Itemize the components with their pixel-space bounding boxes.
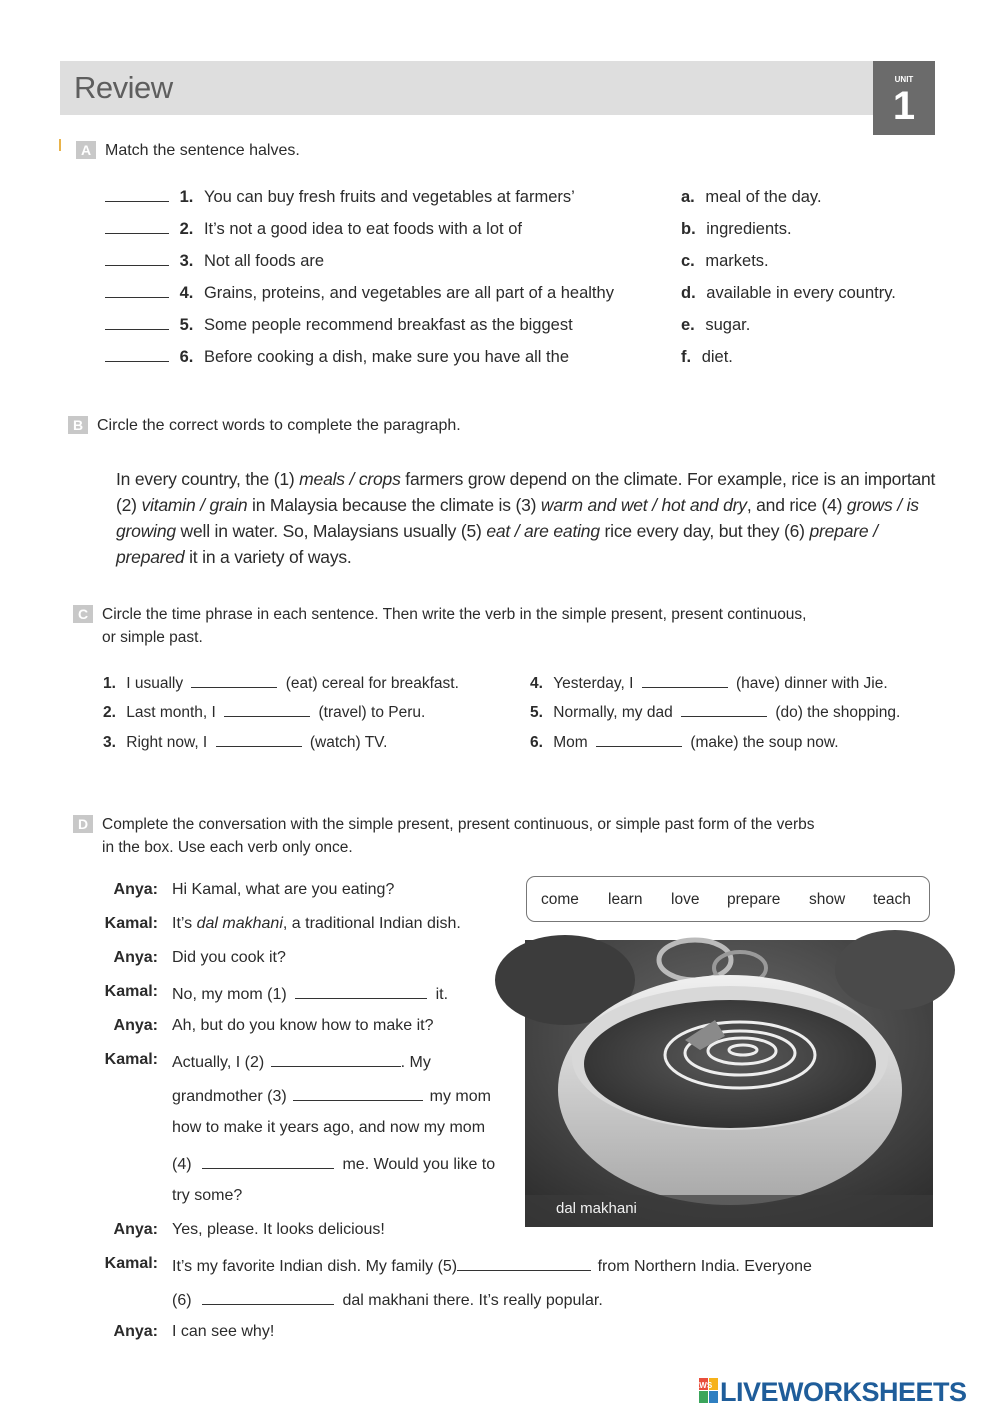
answer-blank[interactable]	[216, 731, 302, 747]
answer-blank[interactable]	[105, 314, 169, 330]
option-item: c. markets.	[681, 252, 769, 270]
answer-blank[interactable]	[596, 731, 682, 747]
dialogue-line: No, my mom (1) it.	[172, 983, 448, 1004]
margin-mark	[59, 139, 61, 151]
answer-blank[interactable]	[295, 983, 427, 999]
choice-1[interactable]: meals / crops	[299, 469, 401, 489]
option-item: f. diet.	[681, 348, 733, 366]
list-item: 3. Not all foods are	[105, 250, 324, 272]
speaker-anya: Anya:	[113, 1017, 158, 1034]
speaker-kamal: Kamal:	[104, 983, 158, 1000]
word-love[interactable]: love	[671, 891, 700, 908]
option-item: a. meal of the day.	[681, 188, 822, 206]
option-item: d. available in every country.	[681, 284, 896, 302]
list-item: 6. Before cooking a dish, make sure you have all the	[105, 346, 569, 368]
word-learn[interactable]: learn	[608, 891, 643, 908]
answer-blank[interactable]	[105, 250, 169, 266]
answer-blank[interactable]	[457, 1255, 591, 1271]
list-item: 1. You can buy fresh fruits and vegetables at farmers’	[105, 186, 575, 208]
section-b-paragraph: In every country, the (1) meals / crops farmers grow depend on the climate. For example, rice is an important (2) vitamin / grain in Malaysia because the climate is (3) warm and wet / hot and dry, and rice (4) grows / is growing well in water. So, Malaysians usually (5) eat / are eating rice every day, but they (6) prepare / prepared it in a variety of ways.	[116, 469, 936, 567]
header-bar	[60, 61, 873, 115]
list-item: 1. I usually (eat) cereal for breakfast.	[103, 672, 459, 694]
answer-blank[interactable]	[202, 1289, 334, 1305]
answer-blank[interactable]	[191, 672, 277, 688]
photo-caption: dal makhani	[556, 1200, 637, 1217]
answer-blank[interactable]	[681, 701, 767, 717]
speaker-kamal: Kamal:	[104, 1051, 158, 1068]
answer-blank[interactable]	[105, 186, 169, 202]
dialogue-line: try some?	[172, 1187, 243, 1204]
svg-text:LWS: LWS	[694, 1381, 713, 1390]
section-b-letter: B	[68, 416, 88, 434]
section-a-letter: A	[76, 141, 96, 159]
list-item: 5. Normally, my dad (do) the shopping.	[530, 701, 900, 723]
list-item: 6. Mom (make) the soup now.	[530, 731, 839, 753]
dialogue-line: Actually, I (2) . My	[172, 1051, 431, 1072]
choice-6[interactable]: prepare / prepared	[116, 521, 878, 567]
page-title: Review	[74, 70, 173, 105]
list-item: 3. Right now, I (watch) TV.	[103, 731, 387, 753]
word-prepare[interactable]: prepare	[727, 891, 781, 908]
unit-badge	[873, 61, 935, 135]
section-d-instruction-line1: Complete the conversation with the simple present, present continuous, or simple past form of the verbs	[102, 816, 815, 833]
unit-number: 1	[892, 84, 916, 128]
dialogue-line: (4) me. Would you like to	[172, 1153, 495, 1174]
word-teach[interactable]: teach	[873, 891, 911, 908]
dialogue-line: Did you cook it?	[172, 949, 286, 966]
choice-5[interactable]: eat / are eating	[486, 521, 600, 541]
option-item: b. ingredients.	[681, 220, 792, 238]
speaker-kamal: Kamal:	[104, 1255, 158, 1272]
dialogue-line: (6) dal makhani there. It’s really popular.	[172, 1289, 603, 1310]
list-item: 5. Some people recommend breakfast as the biggest	[105, 314, 573, 336]
option-item: e. sugar.	[681, 316, 751, 334]
section-b-instruction: Circle the correct words to complete the paragraph.	[97, 417, 461, 434]
answer-blank[interactable]	[293, 1085, 423, 1101]
speaker-anya: Anya:	[113, 949, 158, 966]
section-d-instruction-line2: in the box. Use each verb only once.	[102, 839, 353, 856]
list-item: 4. Grains, proteins, and vegetables are all part of a healthy	[105, 282, 614, 304]
list-item: 2. It’s not a good idea to eat foods with a lot of	[105, 218, 522, 240]
speaker-anya: Anya:	[113, 1221, 158, 1238]
dialogue-line: Ah, but do you know how to make it?	[172, 1017, 434, 1034]
answer-blank[interactable]	[224, 701, 310, 717]
section-c-instruction-line2: or simple past.	[102, 629, 203, 646]
dialogue-line: It’s dal makhani, a traditional Indian dish.	[172, 915, 461, 932]
speaker-anya: Anya:	[113, 1323, 158, 1340]
section-c-instruction-line1: Circle the time phrase in each sentence. Then write the verb in the simple present, present continuous,	[102, 606, 807, 623]
answer-blank[interactable]	[271, 1051, 401, 1067]
dialogue-line: I can see why!	[172, 1323, 275, 1340]
list-item: 4. Yesterday, I (have) dinner with Jie.	[530, 672, 888, 694]
dialogue-line: Hi Kamal, what are you eating?	[172, 881, 395, 898]
dialogue-line: It’s my favorite Indian dish. My family (5) from Northern India. Everyone	[172, 1255, 812, 1276]
speaker-anya: Anya:	[113, 881, 158, 898]
list-item: 2. Last month, I (travel) to Peru.	[103, 701, 425, 723]
answer-blank[interactable]	[642, 672, 728, 688]
answer-blank[interactable]	[105, 346, 169, 362]
unit-label: UNIT	[894, 75, 914, 84]
word-come[interactable]: come	[541, 891, 579, 908]
word-show[interactable]: show	[809, 891, 846, 908]
logo-badge-icon	[694, 1378, 719, 1404]
answer-blank[interactable]	[105, 218, 169, 234]
speaker-kamal: Kamal:	[104, 915, 158, 932]
choice-4[interactable]: grows / is growing	[116, 495, 919, 541]
word-box	[526, 876, 930, 922]
section-a-instruction: Match the sentence halves.	[105, 142, 300, 159]
dal-makhani-image	[525, 940, 933, 1227]
dialogue-line: Yes, please. It looks delicious!	[172, 1221, 385, 1238]
dialogue-line: grandmother (3) my mom	[172, 1085, 491, 1106]
section-c-letter: C	[73, 605, 93, 623]
dialogue-line: how to make it years ago, and now my mom	[172, 1119, 486, 1136]
dal-makhani-photo	[525, 940, 933, 1227]
answer-blank[interactable]	[202, 1153, 334, 1169]
answer-blank[interactable]	[105, 282, 169, 298]
logo-text: LIVEWORKSHEETS	[720, 1377, 967, 1407]
choice-2[interactable]: vitamin / grain	[141, 495, 248, 515]
section-d-letter: D	[73, 815, 93, 833]
liveworksheets-logo	[694, 1378, 719, 1408]
choice-3[interactable]: warm and wet / hot and dry	[540, 495, 747, 515]
